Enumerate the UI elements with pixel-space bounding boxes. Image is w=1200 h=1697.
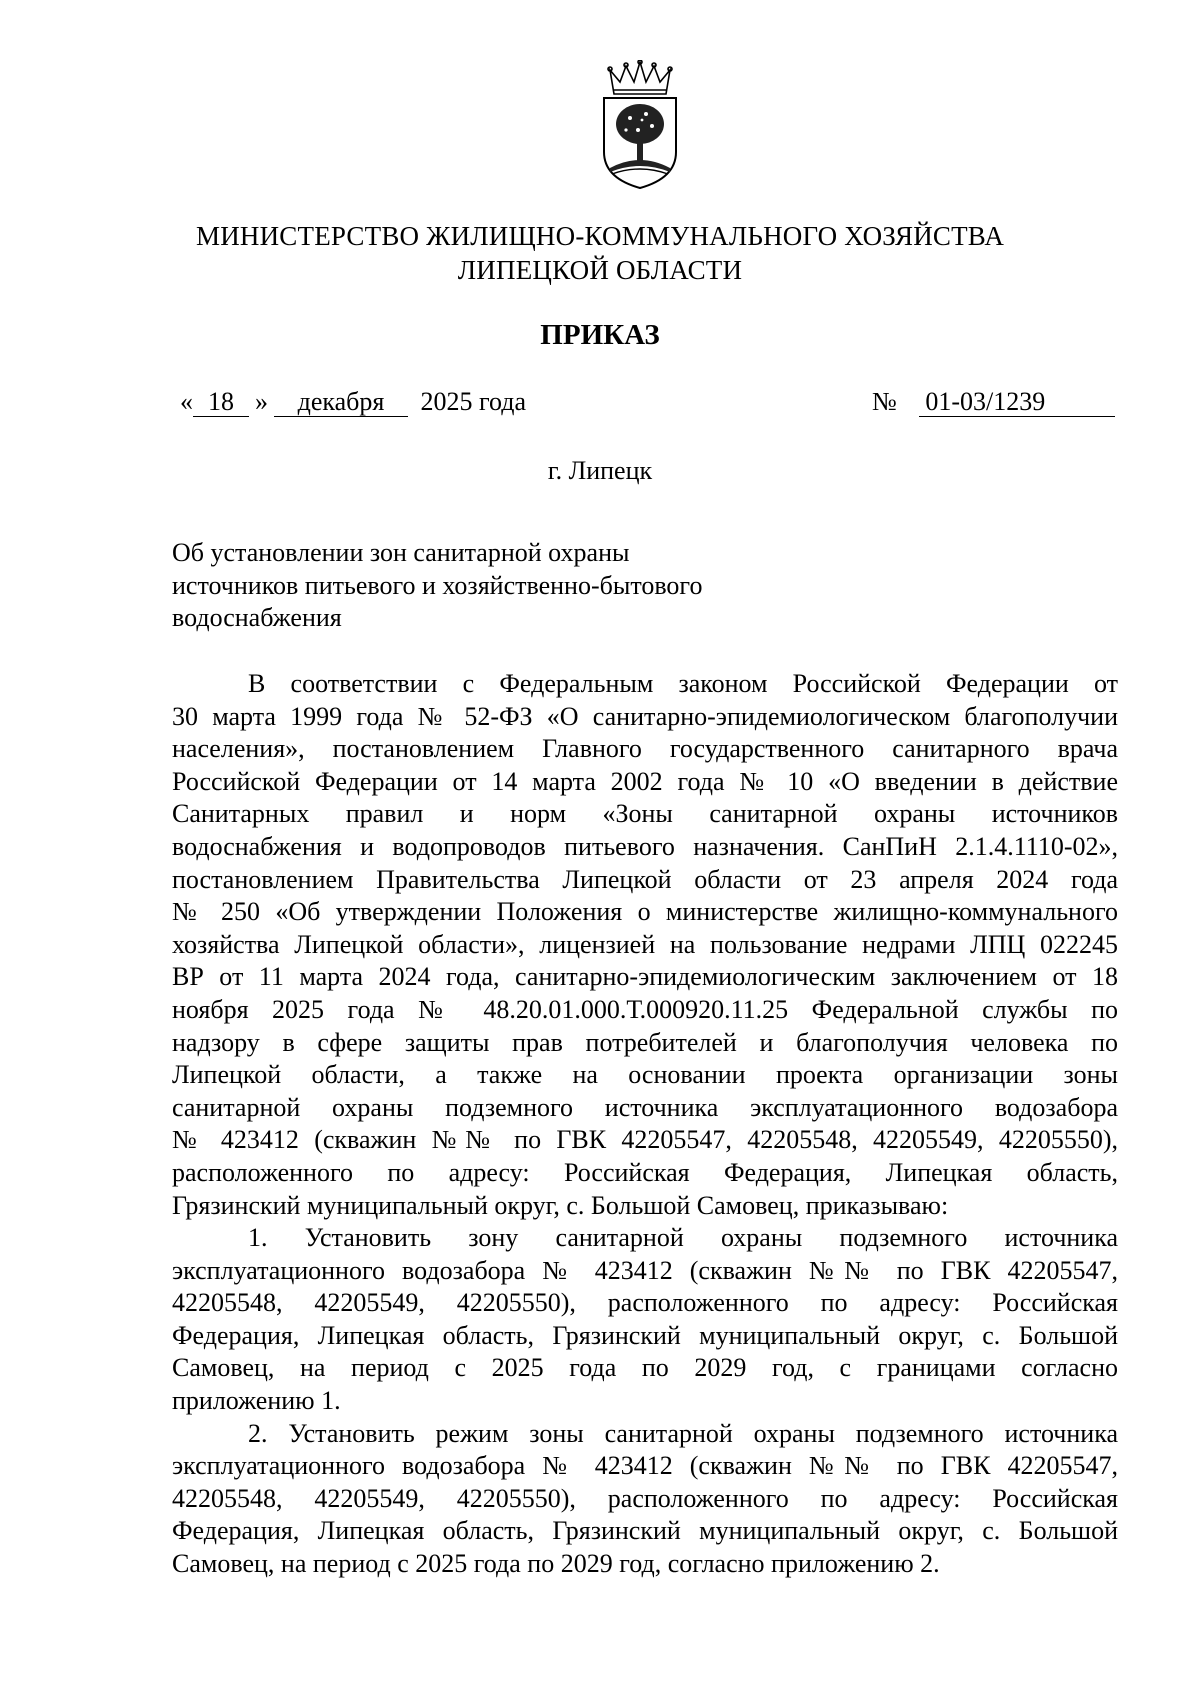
- body-line: 2. Установить режим зоны санитарной охраны подземного источника: [248, 1418, 1118, 1448]
- subject-line: Об установлении зон санитарной охраны: [172, 538, 630, 567]
- date-open-quote: «: [180, 387, 193, 416]
- body-line: расположенного по адресу: Российская Федерация, Липецкая область,: [172, 1157, 1118, 1187]
- date-year: 2025 года: [420, 387, 527, 416]
- body-line: санитарной охраны подземного источника эксплуатационного водозабора: [172, 1092, 1118, 1122]
- body-line: ноября 2025 года № 48.20.01.000.Т.000920.11.25 Федеральной службы по: [172, 994, 1118, 1024]
- number-value: 01-03/1239: [919, 388, 1115, 417]
- order-date: [180, 386, 526, 418]
- order-subject: [172, 537, 702, 635]
- body-line: населения», постановлением Главного государственного санитарного врача: [172, 734, 1118, 764]
- body-line: Грязинский муниципальный округ, с. Большой Самовец, приказываю:: [172, 1190, 949, 1220]
- body-line: эксплуатационного водозабора № 423412 (скважин №№ по ГВК 42205547,: [172, 1255, 1118, 1285]
- body-line: постановлением Правительства Липецкой области от 23 апреля 2024 года: [172, 864, 1118, 894]
- body-line: хозяйства Липецкой области», лицензией на пользование недрами ЛПЦ 022245: [172, 929, 1118, 959]
- body-line: Российской Федерации от 14 марта 2002 года № 10 «О введении в действие: [172, 766, 1118, 796]
- body-line: Самовец, на период с 2025 года по 2029 год, с границами согласно: [172, 1353, 1118, 1383]
- order-number: [872, 386, 1115, 418]
- date-close-quote: »: [255, 387, 268, 416]
- body-line: № 250 «Об утверждении Положения о министерстве жилищно-коммунального: [172, 897, 1118, 927]
- body-line: надзору в сфере защиты прав потребителей и благополучия человека по: [172, 1027, 1118, 1057]
- body-line: 1. Установить зону санитарной охраны подземного источника: [248, 1223, 1118, 1253]
- body-line: эксплуатационного водозабора № 423412 (скважин №№ по ГВК 42205547,: [172, 1451, 1118, 1481]
- body-line: Санитарных правил и норм «Зоны санитарной охраны источников: [172, 799, 1118, 829]
- number-label: №: [872, 387, 897, 416]
- coat-of-arms-icon: [596, 60, 684, 190]
- body-line: Федерация, Липецкая область, Грязинский муниципальный округ, с. Большой: [172, 1516, 1118, 1546]
- date-month: декабря: [274, 388, 408, 417]
- body-line: водоснабжения и водопроводов питьевого назначения. СанПиН 2.1.4.1110-02»,: [172, 831, 1118, 861]
- body-line: № 423412 (скважин №№ по ГВК 42205547, 42205548, 42205549, 42205550),: [172, 1125, 1118, 1155]
- order-city: г. Липецк: [547, 456, 653, 485]
- order-body: [172, 668, 1118, 1581]
- body-line: В соответствии с Федеральным законом Российской Федерации от: [248, 669, 1118, 698]
- subject-line: источников питьевого и хозяйственно-бытового: [172, 570, 703, 600]
- date-day: 18: [193, 388, 249, 417]
- body-line: Федерация, Липецкая область, Грязинский муниципальный округ, с. Большой: [172, 1320, 1118, 1350]
- subject-line: водоснабжения: [172, 603, 342, 632]
- ministry-name-line1: МИНИСТЕРСТВО ЖИЛИЩНО-КОММУНАЛЬНОГО ХОЗЯЙСТВА: [195, 221, 1005, 251]
- body-line: 30 марта 1999 года № 52-ФЗ «О санитарно-эпидемиологическом благополучии: [172, 701, 1118, 731]
- body-line: Липецкой области, а также на основании проекта организации зоны: [172, 1060, 1118, 1090]
- body-line: приложению 1.: [172, 1386, 341, 1416]
- order-title: ПРИКАЗ: [540, 319, 660, 351]
- ministry-name-line2: ЛИПЕЦКОЙ ОБЛАСТИ: [457, 255, 743, 285]
- body-line: 42205548, 42205549, 42205550), расположенного по адресу: Российская: [172, 1483, 1118, 1513]
- body-line: 42205548, 42205549, 42205550), расположенного по адресу: Российская: [172, 1288, 1118, 1318]
- body-line: Самовец, на период с 2025 года по 2029 год, согласно приложению 2.: [172, 1549, 940, 1579]
- body-line: ВР от 11 марта 2024 года, санитарно-эпидемиологическим заключением от 18: [172, 962, 1118, 992]
